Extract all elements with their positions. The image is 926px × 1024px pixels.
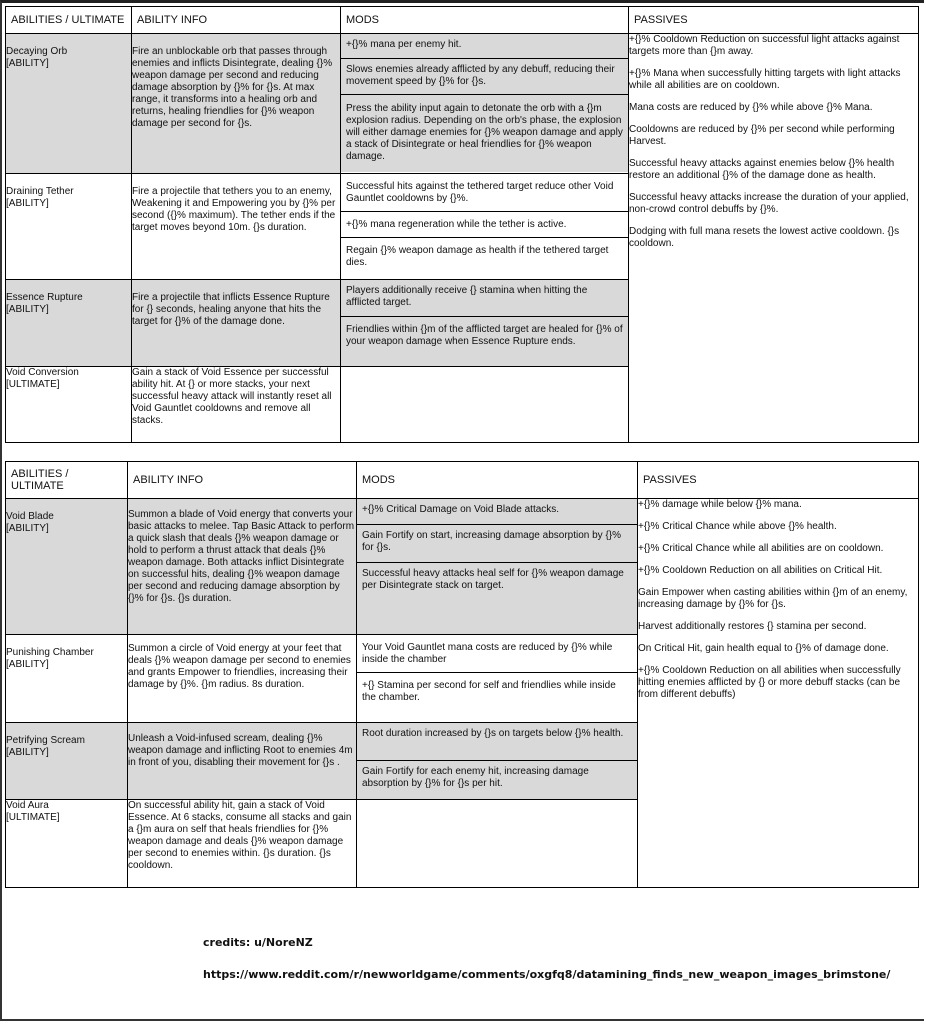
ability-type: [ULTIMATE] <box>6 379 60 390</box>
ability-name-cell <box>6 723 128 800</box>
ability-name: Decaying Orb <box>6 46 68 57</box>
passives-cell <box>638 499 919 888</box>
ability-type: [ULTIMATE] <box>6 812 60 823</box>
header-ability-info: ABILITY INFO <box>128 462 357 499</box>
passive-item: Dodging with full mana resets the lowest active cooldown. {}s cooldown. <box>629 226 900 249</box>
ability-name: Draining Tether <box>6 186 74 197</box>
ability-name: Punishing Chamber <box>6 647 94 658</box>
ability-info-text: Gain a stack of Void Essence per successful ability hit. At {} or more stacks, your next successful heavy attack will instantly reset all Void Gauntlet cooldowns and remove all stacks. <box>132 367 332 426</box>
ability-info <box>128 800 357 888</box>
ability-info-text: Summon a blade of Void energy that converts your basic attacks to melee. Tap Basic Attack to perform a quick slash that deals {}% weapon damage or hold to perform a thrust attack that deals {}% weapon damage. Both attacks inflict Disintegrate on successful hits, dealing {}% weapon damage per second and reducing damage absorption by {}% for {}s. {}s duration. <box>128 509 355 604</box>
mod-item: Players additionally receive {} stamina when hitting the afflicted target. <box>341 280 628 317</box>
ability-info-text: Unleash a Void-infused scream, dealing {}% weapon damage and inflicting Root to enemies 4m in front of you, disabling their movement for {}s . <box>128 733 353 768</box>
abilities-table-2 <box>5 461 919 888</box>
passive-item: +{}% Cooldown Reduction on all abilities on Critical Hit. <box>638 565 883 576</box>
passive-item: Successful heavy attacks increase the duration of your applied, non-crowd control debuffs by {}%. <box>629 192 909 215</box>
header-abilities: ABILITIES / ULTIMATE <box>6 7 132 34</box>
ability-info-text: Fire an unblockable orb that passes through enemies and inflicts Disintegrate, dealing {}% weapon damage per second and reducing damage absorption by {}% for {}s. At max range, it transforms into a healing orb and returns, healing friendlies for {}% weapon damage per second for {}s. <box>132 46 333 129</box>
ability-name: Petrifying Scream <box>6 735 85 746</box>
ability-type: [ABILITY] <box>6 304 49 315</box>
mod-item: Friendlies within {}m of the afflicted target are healed for {}% of your weapon damage when Essence Rupture ends. <box>341 317 628 366</box>
mod-item: +{}% mana regeneration while the tether is active. <box>341 212 628 238</box>
ability-type: [ABILITY] <box>6 198 49 209</box>
ability-name-cell <box>6 280 132 367</box>
ability-name-cell <box>6 800 128 888</box>
mods-cell <box>341 34 629 174</box>
ability-info <box>128 635 357 723</box>
ability-info-text: Fire a projectile that tethers you to an enemy, Weakening it and Empowering you by {}% per second ({}% maximum). The tether ends if the target moves beyond 10m. {}s duration. <box>132 186 336 233</box>
ability-name-cell <box>6 367 132 443</box>
ability-info <box>128 499 357 635</box>
passive-item: +{}% Critical Chance while above {}% health. <box>638 521 837 532</box>
table-row <box>6 499 919 635</box>
mods-cell <box>357 723 638 800</box>
ability-type: [ABILITY] <box>6 659 49 670</box>
credits-author: credits: u/NoreNZ <box>203 936 313 949</box>
passive-item: +{}% damage while below {}% mana. <box>638 499 802 510</box>
ability-info-text: Summon a circle of Void energy at your feet that deals {}% weapon damage per second to enemies and grants Empower to friendlies, increasing their damage by {}%. {}m radius. 8s duration. <box>128 643 351 690</box>
ability-name: Void Conversion <box>6 367 79 378</box>
mods-cell <box>357 635 638 723</box>
ability-name: Void Blade <box>6 511 54 522</box>
abilities-table-1 <box>5 6 919 443</box>
passive-item: Successful heavy attacks against enemies below {}% health restore an additional {}% of the damage done as health. <box>629 158 895 181</box>
ability-info <box>128 723 357 800</box>
passive-item: +{}% Critical Chance while all abilities are on cooldown. <box>638 543 884 554</box>
mod-item: Root duration increased by {}s on targets below {}% health. <box>357 723 637 761</box>
passive-item: Mana costs are reduced by {}% while above {}% Mana. <box>629 102 873 113</box>
ability-info-text: On successful ability hit, gain a stack of Void Essence. At 6 stacks, consume all stacks and gain a {}m aura on self that heals friendlies for {}% weapon damage and deals {}% weapon damage per second to enemies within. {}s duration. {}s cooldown. <box>128 800 352 871</box>
mod-item: Successful heavy attacks heal self for {}% weapon damage per Disintegrate stack on target. <box>357 563 637 634</box>
ability-name-cell <box>6 635 128 723</box>
passive-item: Harvest additionally restores {} stamina per second. <box>638 621 867 632</box>
passive-item: +{}% Cooldown Reduction on successful light attacks against targets more than {}m away. <box>629 34 900 57</box>
mod-item: +{} Stamina per second for self and friendlies while inside the chamber. <box>362 680 616 703</box>
passive-item: Cooldowns are reduced by {}% per second while performing Harvest. <box>629 124 895 147</box>
header-ability-info: ABILITY INFO <box>132 7 341 34</box>
mod-item: +{}% mana per enemy hit. <box>341 34 628 59</box>
ability-name: Essence Rupture <box>6 292 83 303</box>
passive-item: On Critical Hit, gain health equal to {}% of damage done. <box>638 643 889 654</box>
passive-item: +{}% Cooldown Reduction on all abilities when successfully hitting enemies afflicted by {} or more debuff stacks (can be from different debuffs) <box>638 665 901 700</box>
credits-link[interactable]: https://www.reddit.com/r/newworldgame/comments/oxgfq8/datamining_finds_new_weapon_images_brimstone/ <box>203 968 891 981</box>
table-row <box>6 34 919 174</box>
ability-type: [ABILITY] <box>6 747 49 758</box>
mod-item: Gain Fortify on start, increasing damage absorption by {}% for {}s. <box>357 525 637 563</box>
ability-type: [ABILITY] <box>6 523 49 534</box>
ability-name-cell <box>6 174 132 280</box>
ability-info <box>132 280 341 367</box>
mod-item: +{}% Critical Damage on Void Blade attacks. <box>357 499 637 525</box>
mod-item: Successful hits against the tethered target reduce other Void Gauntlet cooldowns by {}%. <box>341 174 628 212</box>
mod-item: Gain Fortify for each enemy hit, increasing damage absorption by {}% for {}s per hit. <box>357 761 637 799</box>
mods-cell <box>357 499 638 635</box>
ability-name-cell <box>6 34 132 174</box>
ability-name-cell <box>6 499 128 635</box>
mod-item: Regain {}% weapon damage as health if the tethered target dies. <box>346 245 609 268</box>
mod-item: Slows enemies already afflicted by any debuff, reducing their movement speed by {}% for {}s. <box>341 59 628 95</box>
ability-type: [ABILITY] <box>6 58 49 69</box>
header-abilities: ABILITIES / ULTIMATE <box>6 462 128 499</box>
passive-item: Gain Empower when casting abilities within {}m of an enemy, increasing damage by {}% for {}s. <box>638 587 908 610</box>
header-passives: PASSIVES <box>638 462 919 499</box>
header-mods: MODS <box>357 462 638 499</box>
ability-info-text: Fire a projectile that inflicts Essence Rupture for {} seconds, healing anyone that hits the target for {}% of the damage done. <box>132 292 330 327</box>
passive-item: +{}% Mana when successfully hitting targets with light attacks while all abilities are on cooldown. <box>629 68 901 91</box>
passives-cell <box>629 34 919 443</box>
mods-cell <box>341 367 629 443</box>
mods-cell <box>357 800 638 888</box>
ability-info <box>132 367 341 443</box>
ability-info <box>132 34 341 174</box>
mod-item: Your Void Gauntlet mana costs are reduced by {}% while inside the chamber <box>357 635 637 673</box>
mod-item: Press the ability input again to detonate the orb with a {}m explosion radius. Depending on the orb's phase, the explosion will either damage enemies for {}% weapon damage and apply a stack of Disintegrate or heal friendlies for {}% weapon damage. <box>341 95 628 172</box>
mods-cell <box>341 280 629 367</box>
header-passives: PASSIVES <box>629 7 919 34</box>
header-mods: MODS <box>341 7 629 34</box>
mods-cell <box>341 174 629 280</box>
ability-name: Void Aura <box>6 800 49 811</box>
ability-info <box>132 174 341 280</box>
